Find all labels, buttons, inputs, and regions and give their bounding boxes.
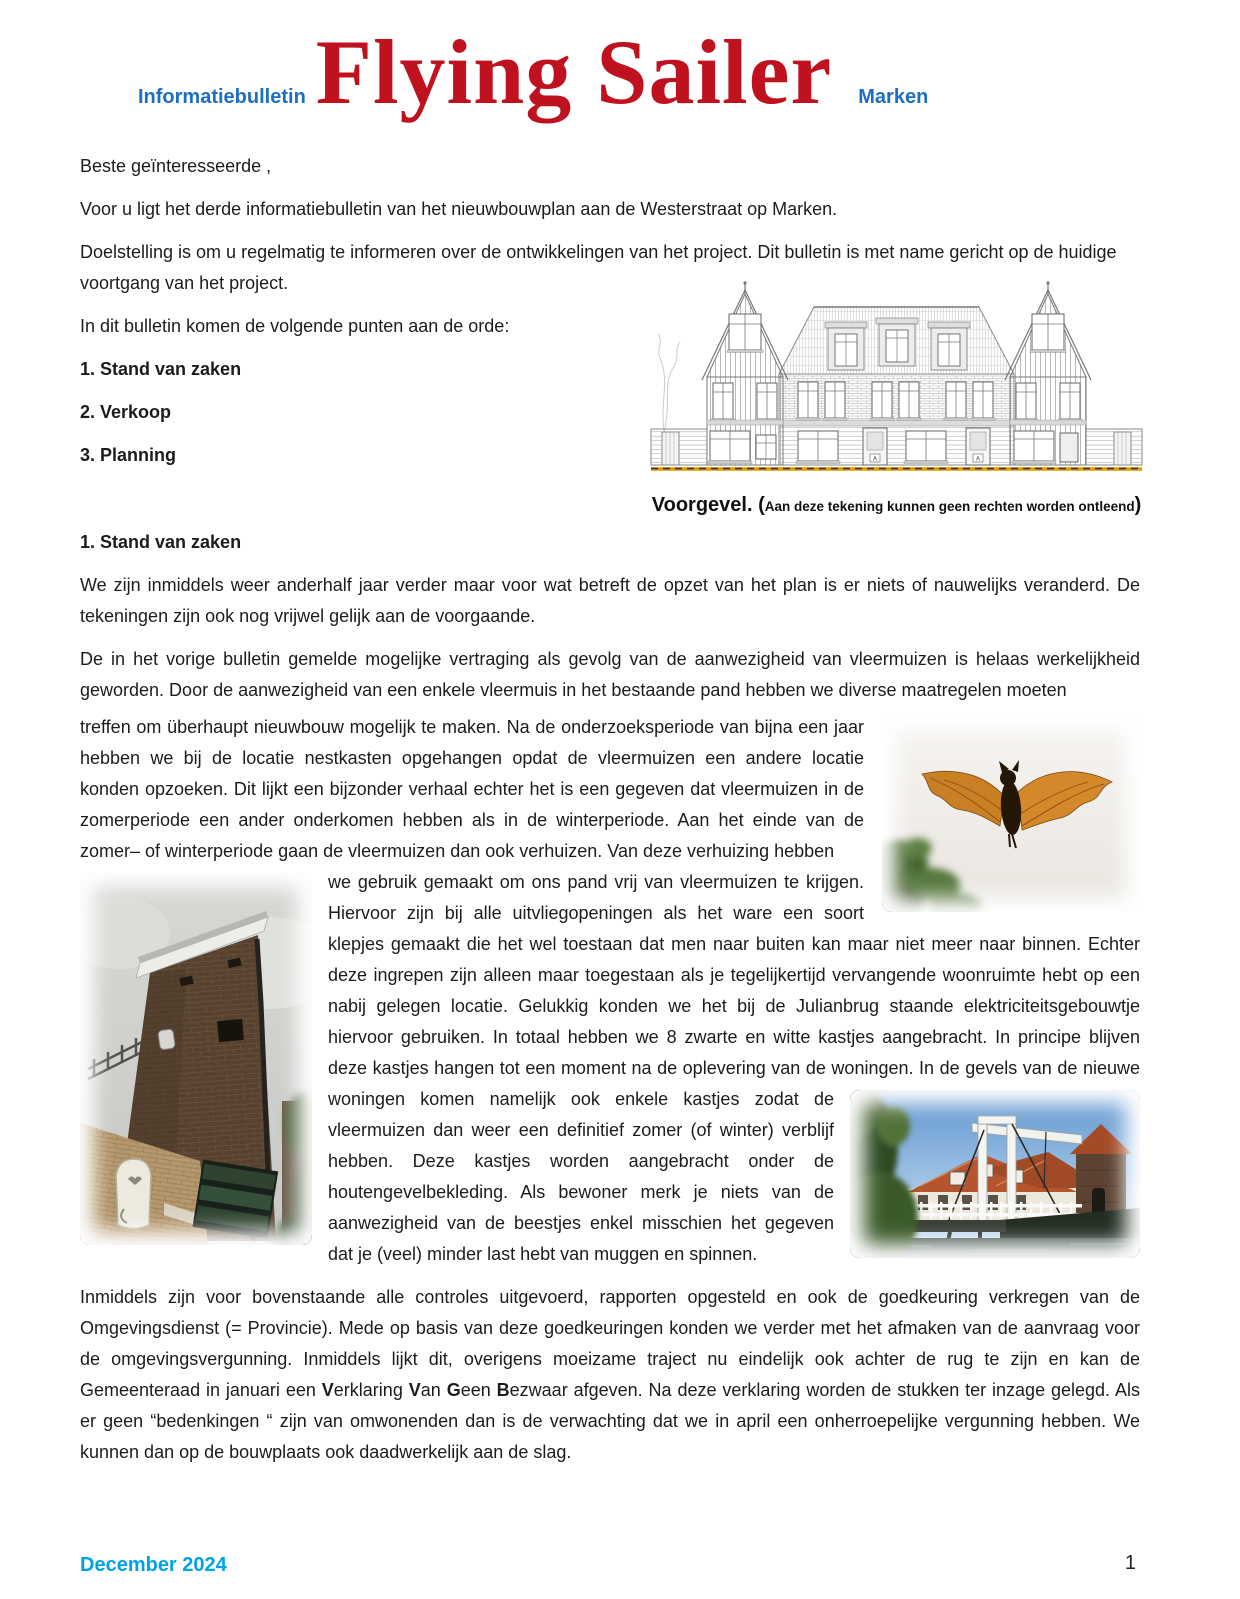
body-paragraph-2-text-c: we gebruik gemaakt om ons pand vrij van vleermuizen te krijgen. Hiervoor zijn bij alle uitvliegopeningen als het ware een soort klepjes gemaakt die het wel toestaan dat men naar buiten kan maar niet meer naar binnen. Echter deze ingrepen zijn alleen maar toegestaan als je tegelijkertijd vervangende woonruimte hebt op een nabij gelegen locatie. Gelukkig konden we het bij de Julianbrug staande elektriciteitsgebouwtje hiervoor gebruiken. In totaal hebben we 8 zwarte en witte kastjes aangebracht. In principe blijven deze kastjes hangen tot een moment na de oplevering van de woningen. In de gevels van de (328, 871, 1140, 1078)
elektriciteitsgebouwtje-photo (80, 873, 312, 1245)
section-heading-stand-van-zaken: 1. Stand van zaken (80, 531, 242, 552)
body-paragraph-2-start: De in het vorige bulletin gemelde mogelijke vertraging als gevolg van de aanwezigheid van vleermuizen is helaas werkelijkheid geworden. Door de aanwezigheid van een enkele vleermuis in het bestaande pand hebben we diverse maatregelen moeten (80, 648, 1140, 700)
julianabrug-photo (850, 1090, 1140, 1258)
bulletin-label: Informatiebulletin (138, 86, 306, 108)
body-paragraph-2-tower-section (80, 867, 1140, 1270)
voorgevel-caption: Voorgevel. (Aan deze tekening kunnen geen rechten worden ontleend) (651, 494, 1142, 516)
footer-date: December 2024 (80, 1554, 227, 1576)
vvgb-word-1: Verklaring (321, 1379, 403, 1400)
caption-note: Aan deze tekening kunnen geen rechten worden ontleend (764, 499, 1135, 514)
body-paragraph-2-text-b: treffen om überhaupt nieuwbouw mogelijk te maken. Na de onderzoeksperiode van bijna een jaar hebben we bij de locatie nestkasten opgehangen opdat de vleermuizen een andere locatie konden opzoeken. Dit lijkt een bijzonder verhaal echter het is een gegeven dat vleermuizen in de zomerperiode een ander onderkomen hebben als in de winterperiode. Aan het einde van de zomer– of winterperiode gaan de vleermuizen dan ook verhuizen. Van deze verhuizing hebben (80, 716, 864, 861)
agenda-item-1: 1. Stand van zaken (80, 358, 242, 379)
body-paragraph-1: We zijn inmiddels weer anderhalf jaar verder maar voor wat betreft de opzet van het plan is er niets of nauwelijks veranderd. De tekeningen zijn ook nog vrijwel gelijk aan de voorgaande. (80, 574, 1140, 626)
greeting: Beste geïnteresseerde , (80, 155, 272, 176)
vvgb-word-2: Van (408, 1379, 441, 1400)
intro-paragraph-1: Voor u ligt het derde informatiebulletin van het nieuwbouwplan aan de Westerstraat op Marken. (80, 198, 838, 219)
body-paragraph-3 (80, 1282, 1140, 1468)
facade-drawing-image: A (648, 280, 1145, 477)
caption-title: Voorgevel. (651, 494, 753, 516)
body-paragraph-3-text-b: afgeven. Na deze verklaring worden de stukken ter inzage gelegd. Als er geen “bedenkingen “ zijn van omwonenden dan is de verwachting dat we in april een onherroepelijke vergunning hebben. We kunnen dan op de bouwplaats ook daadwerkelijk aan de slag. (80, 1379, 1140, 1462)
intro-paragraph-3: In dit bulletin komen de volgende punten aan de orde: (80, 315, 510, 336)
agenda-item-2: 2. Verkoop (80, 401, 172, 422)
newsletter-title: Flying Sailer (315, 21, 833, 123)
voorgevel-figure (648, 280, 1145, 519)
vleermuis-photo (882, 716, 1140, 912)
agenda-item-3: 3. Planning (80, 444, 177, 465)
masthead (138, 0, 1240, 121)
page-number: 1 (1124, 1552, 1136, 1574)
body-paragraph-3-text-a: Inmiddels zijn voor bovenstaande alle controles uitgevoerd, rapporten opgesteld en ook de goedkeuring verkregen van de Omgevingsdienst (= Provincie). Mede op basis van deze goedkeuringen konden we verder met het afmaken van de aanvraag voor de omgevingsvergunning. Inmiddels lijkt dit, overigens moeizame traject nu eindelijk ook achter de rug te zijn en kan de Gemeenteraad in januari een (80, 1286, 1140, 1400)
intro-paragraph-2: Doelstelling is om u regelmatig te informeren over de ontwikkelingen van het project. Dit bulletin is met name gericht op de huidige voortgang van het project. (80, 241, 1117, 293)
vvgb-word-3: Geen (446, 1379, 491, 1400)
vvgb-word-4: Bezwaar (496, 1379, 568, 1400)
body-paragraph-2-bat-section (80, 712, 1140, 867)
body-paragraph-2-text-d: nieuwe woningen komen namelijk ook enkele kastjes zodat de vleermuizen dan weer een definitief zomer (of winter) verblijf hebben. Deze kastjes worden aangebracht onder de houtengevelbekleding. Als bewoner merk je niets van de aanwezigheid van de beestjes enkel misschien het gegeven dat je (veel) minder last hebt van muggen en spinnen. (328, 1057, 1140, 1264)
location-label: Marken (858, 86, 929, 108)
